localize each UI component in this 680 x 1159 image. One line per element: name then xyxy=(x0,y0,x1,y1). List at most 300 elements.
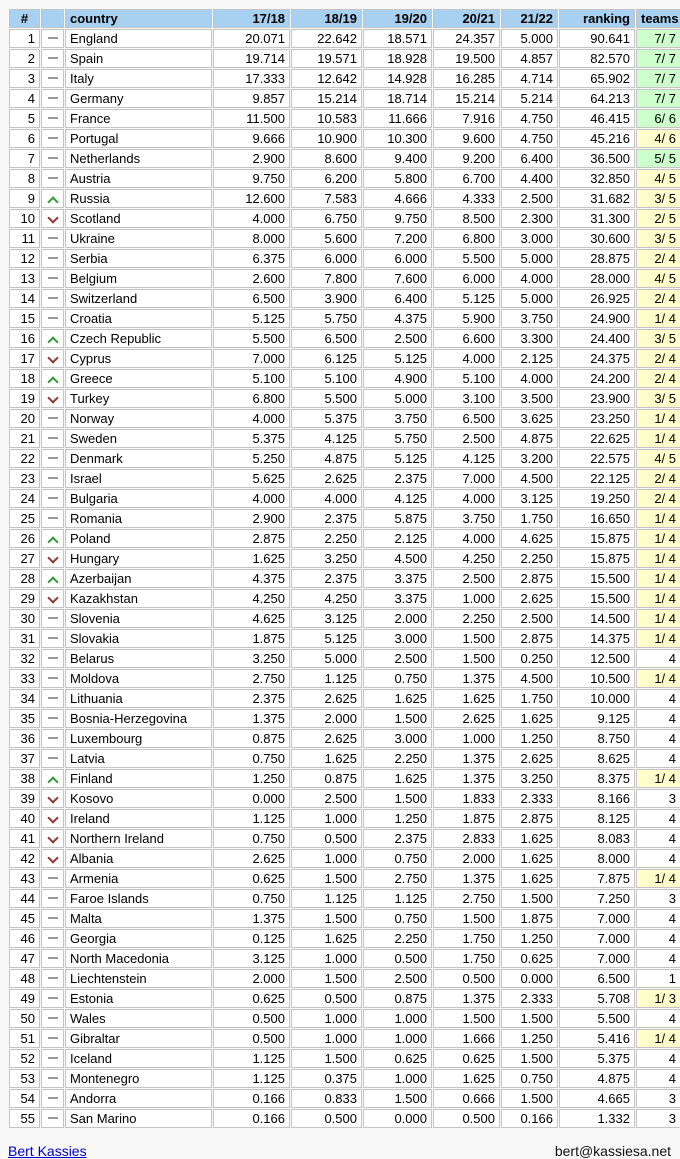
rank-cell: 12 xyxy=(9,249,40,268)
season-points-cell-5: 1.250 xyxy=(501,1029,558,1048)
season-points-cell-2: 6.200 xyxy=(291,169,362,188)
season-points-cell-5: 4.000 xyxy=(501,269,558,288)
teams-cell: 1/ 4 xyxy=(636,869,680,888)
season-points-cell-1: 1.375 xyxy=(213,709,290,728)
season-points-cell-4: 2.500 xyxy=(433,569,500,588)
season-points-cell-5: 2.500 xyxy=(501,609,558,628)
table-row xyxy=(9,349,680,368)
trend-cell xyxy=(41,289,64,308)
rank-cell: 35 xyxy=(9,709,40,728)
table-row xyxy=(9,869,680,888)
table-row xyxy=(9,669,680,688)
season-points-cell-2: 2.625 xyxy=(291,689,362,708)
rank-cell: 40 xyxy=(9,809,40,828)
season-points-cell-2: 1.500 xyxy=(291,1049,362,1068)
season-points-cell-3: 0.875 xyxy=(363,989,432,1008)
season-points-cell-5: 0.625 xyxy=(501,949,558,968)
ranking-points-cell: 5.416 xyxy=(559,1029,635,1048)
season-points-cell-4: 6.800 xyxy=(433,229,500,248)
author-link[interactable]: Bert Kassies xyxy=(8,1143,87,1159)
season-points-cell-4: 6.700 xyxy=(433,169,500,188)
ranking-points-cell: 10.000 xyxy=(559,689,635,708)
season-points-cell-5: 0.000 xyxy=(501,969,558,988)
footer xyxy=(8,1143,671,1159)
season-points-cell-1: 2.375 xyxy=(213,689,290,708)
season-points-cell-3: 2.000 xyxy=(363,609,432,628)
season-points-cell-1: 0.875 xyxy=(213,729,290,748)
rank-cell: 15 xyxy=(9,309,40,328)
teams-cell: 4 xyxy=(636,1049,680,1068)
teams-cell: 1/ 4 xyxy=(636,589,680,608)
teams-cell: 1/ 4 xyxy=(636,609,680,628)
season-points-cell-2: 3.900 xyxy=(291,289,362,308)
trend-cell xyxy=(41,429,64,448)
country-cell: Hungary xyxy=(65,549,212,568)
season-points-cell-2: 6.000 xyxy=(291,249,362,268)
season-points-cell-3: 5.800 xyxy=(363,169,432,188)
season-points-cell-3: 1.000 xyxy=(363,1069,432,1088)
country-cell: Iceland xyxy=(65,1049,212,1068)
season-points-cell-4: 2.750 xyxy=(433,889,500,908)
trend-same-icon xyxy=(48,657,58,659)
table-row xyxy=(9,389,680,408)
season-points-cell-5: 2.625 xyxy=(501,589,558,608)
trend-same-icon xyxy=(48,137,58,139)
trend-same-icon xyxy=(48,1077,58,1079)
trend-cell xyxy=(41,909,64,928)
rank-cell: 46 xyxy=(9,929,40,948)
trend-cell xyxy=(41,709,64,728)
trend-cell xyxy=(41,49,64,68)
trend-cell xyxy=(41,189,64,208)
season-points-cell-4: 4.000 xyxy=(433,349,500,368)
season-points-cell-3: 2.500 xyxy=(363,649,432,668)
trend-cell xyxy=(41,989,64,1008)
table-row xyxy=(9,469,680,488)
table-row xyxy=(9,569,680,588)
table-row xyxy=(9,189,680,208)
season-points-cell-1: 0.166 xyxy=(213,1089,290,1108)
teams-cell: 2/ 5 xyxy=(636,209,680,228)
season-points-cell-5: 4.000 xyxy=(501,369,558,388)
trend-down-icon xyxy=(47,832,58,843)
table-row xyxy=(9,909,680,928)
season-points-cell-2: 4.250 xyxy=(291,589,362,608)
season-points-cell-2: 5.500 xyxy=(291,389,362,408)
trend-cell xyxy=(41,789,64,808)
season-points-cell-5: 4.625 xyxy=(501,529,558,548)
ranking-points-cell: 7.875 xyxy=(559,869,635,888)
trend-same-icon xyxy=(48,157,58,159)
season-points-cell-3: 5.125 xyxy=(363,449,432,468)
season-points-cell-3: 18.714 xyxy=(363,89,432,108)
teams-cell: 4 xyxy=(636,649,680,668)
season-points-cell-1: 6.800 xyxy=(213,389,290,408)
trend-cell xyxy=(41,809,64,828)
teams-cell: 4 xyxy=(636,749,680,768)
ranking-points-cell: 5.375 xyxy=(559,1049,635,1068)
country-cell: Latvia xyxy=(65,749,212,768)
season-points-cell-2: 1.000 xyxy=(291,949,362,968)
season-points-cell-3: 1.625 xyxy=(363,769,432,788)
rank-cell: 28 xyxy=(9,569,40,588)
teams-cell: 1 xyxy=(636,969,680,988)
table-row xyxy=(9,1049,680,1068)
season-points-cell-2: 2.625 xyxy=(291,469,362,488)
teams-cell: 1/ 4 xyxy=(636,309,680,328)
season-points-cell-1: 1.125 xyxy=(213,809,290,828)
teams-cell: 1/ 3 xyxy=(636,989,680,1008)
trend-cell xyxy=(41,1029,64,1048)
table-row xyxy=(9,1069,680,1088)
trend-cell xyxy=(41,629,64,648)
season-points-cell-5: 1.625 xyxy=(501,869,558,888)
season-points-cell-3: 7.200 xyxy=(363,229,432,248)
country-cell: Cyprus xyxy=(65,349,212,368)
ranking-points-cell: 15.875 xyxy=(559,549,635,568)
ranking-points-cell: 7.000 xyxy=(559,929,635,948)
season-points-cell-4: 4.125 xyxy=(433,449,500,468)
ranking-points-cell: 8.625 xyxy=(559,749,635,768)
season-points-cell-1: 0.166 xyxy=(213,1109,290,1128)
season-points-cell-5: 3.125 xyxy=(501,489,558,508)
teams-cell: 4/ 5 xyxy=(636,169,680,188)
country-cell: Russia xyxy=(65,189,212,208)
season-points-cell-5: 5.000 xyxy=(501,29,558,48)
season-points-cell-5: 1.750 xyxy=(501,509,558,528)
table-row xyxy=(9,789,680,808)
season-points-cell-3: 2.750 xyxy=(363,869,432,888)
season-points-cell-1: 20.071 xyxy=(213,29,290,48)
ranking-points-cell: 90.641 xyxy=(559,29,635,48)
rank-cell: 27 xyxy=(9,549,40,568)
teams-cell: 4 xyxy=(636,829,680,848)
season-points-cell-1: 1.625 xyxy=(213,549,290,568)
season-points-cell-3: 5.875 xyxy=(363,509,432,528)
season-points-cell-5: 5.000 xyxy=(501,289,558,308)
table-row xyxy=(9,369,680,388)
teams-cell: 4 xyxy=(636,729,680,748)
table-row xyxy=(9,449,680,468)
season-points-cell-4: 1.375 xyxy=(433,989,500,1008)
trend-cell xyxy=(41,729,64,748)
country-cell: Gibraltar xyxy=(65,1029,212,1048)
season-points-cell-5: 5.000 xyxy=(501,249,558,268)
season-points-cell-2: 12.642 xyxy=(291,69,362,88)
season-points-cell-1: 4.000 xyxy=(213,409,290,428)
season-points-cell-4: 0.500 xyxy=(433,969,500,988)
season-points-cell-5: 3.000 xyxy=(501,229,558,248)
rank-cell: 43 xyxy=(9,869,40,888)
country-cell: Slovenia xyxy=(65,609,212,628)
table-row xyxy=(9,69,680,88)
season-points-cell-4: 1.375 xyxy=(433,869,500,888)
season-points-cell-3: 1.000 xyxy=(363,1029,432,1048)
table-row xyxy=(9,889,680,908)
ranking-points-cell: 15.875 xyxy=(559,529,635,548)
trend-same-icon xyxy=(48,257,58,259)
season-points-cell-5: 2.333 xyxy=(501,789,558,808)
col-header-season-21-22: 21/22 xyxy=(501,9,558,28)
season-points-cell-1: 2.875 xyxy=(213,529,290,548)
season-points-cell-4: 1.000 xyxy=(433,729,500,748)
table-row xyxy=(9,329,680,348)
season-points-cell-5: 2.125 xyxy=(501,349,558,368)
trend-down-icon xyxy=(47,592,58,603)
trend-cell xyxy=(41,309,64,328)
season-points-cell-3: 5.000 xyxy=(363,389,432,408)
trend-down-icon xyxy=(47,352,58,363)
rank-cell: 20 xyxy=(9,409,40,428)
season-points-cell-1: 0.125 xyxy=(213,929,290,948)
trend-same-icon xyxy=(48,977,58,979)
rank-cell: 38 xyxy=(9,769,40,788)
trend-cell xyxy=(41,29,64,48)
ranking-points-cell: 5.708 xyxy=(559,989,635,1008)
trend-down-icon xyxy=(47,552,58,563)
season-points-cell-4: 5.125 xyxy=(433,289,500,308)
trend-same-icon xyxy=(48,1017,58,1019)
table-row xyxy=(9,309,680,328)
season-points-cell-1: 9.857 xyxy=(213,89,290,108)
season-points-cell-1: 5.100 xyxy=(213,369,290,388)
season-points-cell-5: 0.750 xyxy=(501,1069,558,1088)
teams-cell: 4 xyxy=(636,909,680,928)
table-row xyxy=(9,89,680,108)
season-points-cell-4: 0.500 xyxy=(433,1109,500,1128)
season-points-cell-2: 4.125 xyxy=(291,429,362,448)
table-row xyxy=(9,549,680,568)
trend-cell xyxy=(41,669,64,688)
trend-cell xyxy=(41,349,64,368)
rank-cell: 3 xyxy=(9,69,40,88)
season-points-cell-3: 2.250 xyxy=(363,929,432,948)
col-header-trend xyxy=(41,9,64,28)
ranking-points-cell: 28.000 xyxy=(559,269,635,288)
ranking-points-cell: 8.375 xyxy=(559,769,635,788)
season-points-cell-2: 1.500 xyxy=(291,909,362,928)
season-points-cell-4: 1.500 xyxy=(433,649,500,668)
season-points-cell-2: 1.000 xyxy=(291,809,362,828)
season-points-cell-3: 2.375 xyxy=(363,829,432,848)
season-points-cell-3: 2.250 xyxy=(363,749,432,768)
trend-same-icon xyxy=(48,677,58,679)
rank-cell: 22 xyxy=(9,449,40,468)
ranking-points-cell: 15.500 xyxy=(559,589,635,608)
ranking-points-cell: 8.000 xyxy=(559,849,635,868)
trend-up-icon xyxy=(47,536,58,547)
country-cell: Portugal xyxy=(65,129,212,148)
trend-cell xyxy=(41,609,64,628)
season-points-cell-4: 1.875 xyxy=(433,809,500,828)
trend-cell xyxy=(41,149,64,168)
season-points-cell-2: 2.500 xyxy=(291,789,362,808)
teams-cell: 4/ 5 xyxy=(636,269,680,288)
season-points-cell-3: 1.500 xyxy=(363,1089,432,1108)
season-points-cell-4: 4.000 xyxy=(433,529,500,548)
trend-cell xyxy=(41,1069,64,1088)
season-points-cell-1: 11.500 xyxy=(213,109,290,128)
season-points-cell-2: 3.250 xyxy=(291,549,362,568)
season-points-cell-4: 0.666 xyxy=(433,1089,500,1108)
country-cell: Netherlands xyxy=(65,149,212,168)
season-points-cell-4: 3.100 xyxy=(433,389,500,408)
trend-cell xyxy=(41,769,64,788)
season-points-cell-4: 1.833 xyxy=(433,789,500,808)
trend-cell xyxy=(41,549,64,568)
season-points-cell-2: 19.571 xyxy=(291,49,362,68)
rank-cell: 5 xyxy=(9,109,40,128)
rank-cell: 32 xyxy=(9,649,40,668)
season-points-cell-5: 3.625 xyxy=(501,409,558,428)
trend-same-icon xyxy=(48,937,58,939)
country-cell: Poland xyxy=(65,529,212,548)
trend-cell xyxy=(41,949,64,968)
season-points-cell-5: 4.500 xyxy=(501,469,558,488)
season-points-cell-4: 5.900 xyxy=(433,309,500,328)
season-points-cell-2: 22.642 xyxy=(291,29,362,48)
season-points-cell-2: 8.600 xyxy=(291,149,362,168)
trend-same-icon xyxy=(48,77,58,79)
teams-cell: 3/ 5 xyxy=(636,229,680,248)
trend-cell xyxy=(41,229,64,248)
season-points-cell-5: 1.250 xyxy=(501,929,558,948)
trend-cell xyxy=(41,249,64,268)
table-row xyxy=(9,1089,680,1108)
season-points-cell-5: 1.500 xyxy=(501,1049,558,1068)
rank-cell: 39 xyxy=(9,789,40,808)
trend-same-icon xyxy=(48,297,58,299)
trend-same-icon xyxy=(48,317,58,319)
season-points-cell-3: 4.375 xyxy=(363,309,432,328)
teams-cell: 3 xyxy=(636,889,680,908)
country-cell: Moldova xyxy=(65,669,212,688)
season-points-cell-5: 2.875 xyxy=(501,629,558,648)
season-points-cell-3: 9.400 xyxy=(363,149,432,168)
season-points-cell-4: 1.666 xyxy=(433,1029,500,1048)
teams-cell: 4 xyxy=(636,849,680,868)
season-points-cell-5: 2.625 xyxy=(501,749,558,768)
teams-cell: 1/ 4 xyxy=(636,569,680,588)
trend-cell xyxy=(41,689,64,708)
season-points-cell-4: 9.600 xyxy=(433,129,500,148)
teams-cell: 3 xyxy=(636,1089,680,1108)
trend-same-icon xyxy=(48,517,58,519)
trend-cell xyxy=(41,649,64,668)
table-body xyxy=(9,29,680,1128)
table-row xyxy=(9,849,680,868)
table-row xyxy=(9,629,680,648)
season-points-cell-1: 1.375 xyxy=(213,909,290,928)
season-points-cell-1: 0.625 xyxy=(213,989,290,1008)
season-points-cell-2: 2.375 xyxy=(291,509,362,528)
season-points-cell-1: 0.625 xyxy=(213,869,290,888)
season-points-cell-3: 5.125 xyxy=(363,349,432,368)
country-cell: Georgia xyxy=(65,929,212,948)
trend-cell xyxy=(41,509,64,528)
col-header-season-20-21: 20/21 xyxy=(433,9,500,28)
ranking-points-cell: 15.500 xyxy=(559,569,635,588)
trend-same-icon xyxy=(48,637,58,639)
season-points-cell-2: 2.000 xyxy=(291,709,362,728)
season-points-cell-4: 9.200 xyxy=(433,149,500,168)
season-points-cell-4: 2.625 xyxy=(433,709,500,728)
rank-cell: 16 xyxy=(9,329,40,348)
season-points-cell-3: 1.500 xyxy=(363,709,432,728)
table-row xyxy=(9,769,680,788)
trend-same-icon xyxy=(48,997,58,999)
trend-same-icon xyxy=(48,1097,58,1099)
season-points-cell-3: 9.750 xyxy=(363,209,432,228)
rank-cell: 30 xyxy=(9,609,40,628)
table-row xyxy=(9,1009,680,1028)
season-points-cell-5: 3.250 xyxy=(501,769,558,788)
season-points-cell-2: 6.500 xyxy=(291,329,362,348)
trend-cell xyxy=(41,569,64,588)
rank-cell: 36 xyxy=(9,729,40,748)
season-points-cell-5: 1.500 xyxy=(501,889,558,908)
country-cell: Scotland xyxy=(65,209,212,228)
country-cell: Kosovo xyxy=(65,789,212,808)
country-cell: Kazakhstan xyxy=(65,589,212,608)
ranking-points-cell: 36.500 xyxy=(559,149,635,168)
teams-cell: 3/ 5 xyxy=(636,389,680,408)
rank-cell: 7 xyxy=(9,149,40,168)
country-cell: Lithuania xyxy=(65,689,212,708)
season-points-cell-1: 4.375 xyxy=(213,569,290,588)
country-cell: Ireland xyxy=(65,809,212,828)
season-points-cell-5: 1.250 xyxy=(501,729,558,748)
email-text: bert@kassiesa.net xyxy=(554,1143,671,1159)
season-points-cell-3: 0.500 xyxy=(363,949,432,968)
teams-cell: 4/ 5 xyxy=(636,449,680,468)
trend-cell xyxy=(41,449,64,468)
ranking-points-cell: 24.400 xyxy=(559,329,635,348)
season-points-cell-1: 1.250 xyxy=(213,769,290,788)
trend-cell xyxy=(41,109,64,128)
season-points-cell-2: 4.875 xyxy=(291,449,362,468)
table-row xyxy=(9,169,680,188)
trend-cell xyxy=(41,529,64,548)
season-points-cell-3: 7.600 xyxy=(363,269,432,288)
season-points-cell-1: 0.500 xyxy=(213,1029,290,1048)
trend-same-icon xyxy=(48,1117,58,1119)
table-row xyxy=(9,1109,680,1128)
season-points-cell-3: 6.000 xyxy=(363,249,432,268)
trend-same-icon xyxy=(48,957,58,959)
col-header-teams: teams xyxy=(636,9,680,28)
season-points-cell-3: 1.000 xyxy=(363,1009,432,1028)
table-row xyxy=(9,989,680,1008)
trend-same-icon xyxy=(48,1057,58,1059)
trend-same-icon xyxy=(48,437,58,439)
season-points-cell-5: 4.875 xyxy=(501,429,558,448)
table-row xyxy=(9,429,680,448)
table-row xyxy=(9,1029,680,1048)
season-points-cell-3: 3.750 xyxy=(363,409,432,428)
country-cell: North Macedonia xyxy=(65,949,212,968)
season-points-cell-2: 10.900 xyxy=(291,129,362,148)
season-points-cell-2: 0.500 xyxy=(291,989,362,1008)
season-points-cell-5: 3.200 xyxy=(501,449,558,468)
trend-same-icon xyxy=(48,877,58,879)
teams-cell: 3/ 5 xyxy=(636,329,680,348)
trend-down-icon xyxy=(47,792,58,803)
season-points-cell-2: 10.583 xyxy=(291,109,362,128)
season-points-cell-2: 1.500 xyxy=(291,869,362,888)
country-cell: Andorra xyxy=(65,1089,212,1108)
season-points-cell-2: 6.125 xyxy=(291,349,362,368)
